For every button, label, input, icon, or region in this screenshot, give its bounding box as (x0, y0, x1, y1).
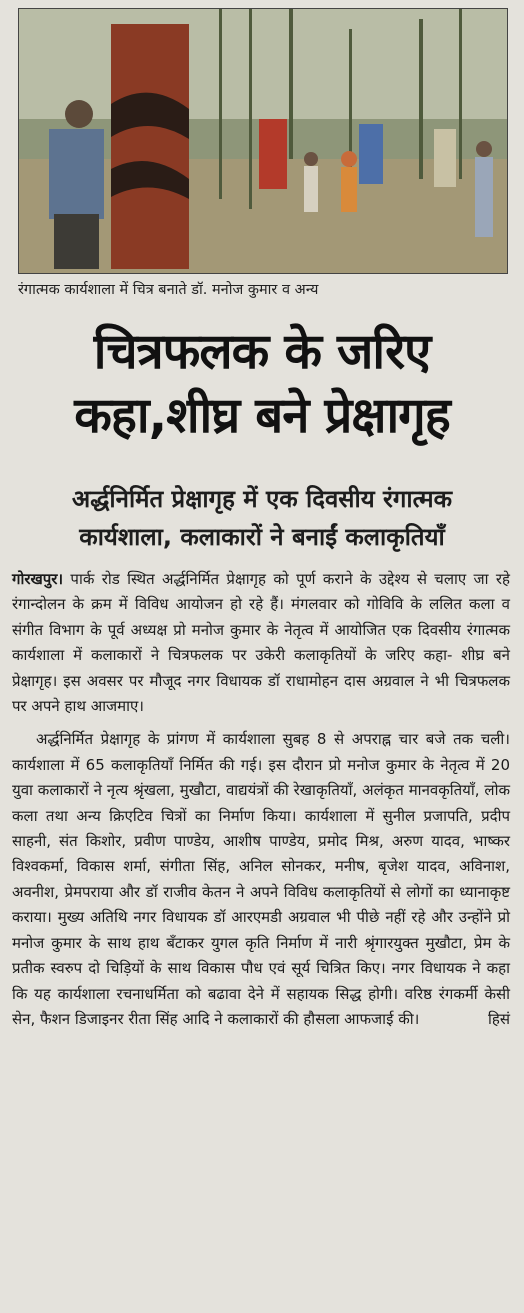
article-body (12, 567, 510, 1032)
subheadline (10, 480, 514, 556)
paragraph-2-text: अर्द्धनिर्मित प्रेक्षागृह के प्रांगण में कार्यशाला सुबह 8 से अपराह्न चार बजे तक चली। कार्यशाला में 65 कलाकृतियाँ निर्मित की गई। इस दौरान प्रो मनोज कुमार के नेतृत्व में 20 युवा कलाकारों ने नृत्य श्रृंखला, मुखौटा, वाद्ययंत्रों की रेखाकृतियाँ, अलंकृत मानवकृतियाँ, लोक कला तथा अन्य क्रिएटिव चित्रों का निर्माण किया। कार्यशाला में सुनील प्रजापति, प्रदीप साहनी, संत किशोर, प्रवीण पाण्डेय, आशीष पाण्डेय, प्रमोद मिश्र, अरुण यादव, भाष्कर विश्वकर्मा, विकास शर्मा, संगीता सिंह, अनिल सोनकर, मनीष, बृजेश यादव, अविनाश, अवनीश, प्रेमपराया और डॉ राजीव केतन ने अपने विविध कलाकृतियों से लोगों का ध्यानाकृष्ट कराया। मुख्य अतिथि नगर विधायक डॉ आरएमडी अग्रवाल भी पीछे नहीं रहे और उन्होंने प्रो मनोज कुमार के साथ हाथ बँटाकर युगल कृति निर्माण में नारी श्रृंगारयुक्त मुखौटा, प्रेम के प्रतीक स्वरुप दो चिड़ियों के साथ विकास पौध एवं सूर्य चित्रित किए। नगर विधायक ने कहा कि यह कार्यशाला रचनाधर्मिता को बढावा देने में सहायक सिद्ध होगी। वरिष्ठ रंगकर्मी केसी सेन, फैशन डिजाइनर रीता सिंह आदि ने कलाकारों की हौसला आफजाई की। (12, 730, 510, 1028)
article-paragraph-1 (12, 567, 510, 719)
subheadline-line-2: कार्यशाला, कलाकारों ने बनाईं कलाकृतियाँ (79, 523, 445, 551)
paragraph-1-text: पार्क रोड स्थित अर्द्धनिर्मित प्रेक्षागृह को पूर्ण कराने के उद्देश्य से चलाए जा रहे रंगान्दोलन के क्रम में विविध आयोजन हो रहे हैं। मंगलवार को गोविवि के ललित कला व संगीत विभाग के पूर्व अध्यक्ष प्रो मनोज कुमार के नेतृत्व में आयोजित एक दिवसीय रंगात्मक कार्यशाला में कलाकारों ने चित्रफलक पर उकेरी कलाकृतियों के जरिए कहा- शीघ्र बने प्रेक्षागृह। इस अवसर पर मौजूद नगर विधायक डॉ राधामोहन दास अग्रवाल ने भी चित्रफलक पर अपने हाथ आजमाए। (12, 570, 510, 716)
article-photo (18, 8, 508, 274)
article-paragraph-2 (12, 727, 510, 1032)
dateline: गोरखपुर। (12, 570, 64, 588)
headline (10, 320, 514, 448)
headline-line-2: कहा,शीघ्र बने प्रेक्षागृह (74, 387, 450, 444)
subheadline-line-1: अर्द्धनिर्मित प्रेक्षागृह में एक दिवसीय रंगात्मक (71, 485, 453, 513)
photo-caption: रंगात्मक कार्यशाला में चित्र बनाते डॉ. मनोज कुमार व अन्य (18, 282, 319, 298)
headline-line-1: चित्रफलक के जरिए (93, 323, 431, 380)
byline-signature: हिसं (488, 1009, 510, 1028)
photo-illustration (19, 9, 507, 273)
newspaper-clipping (10, 0, 514, 1313)
